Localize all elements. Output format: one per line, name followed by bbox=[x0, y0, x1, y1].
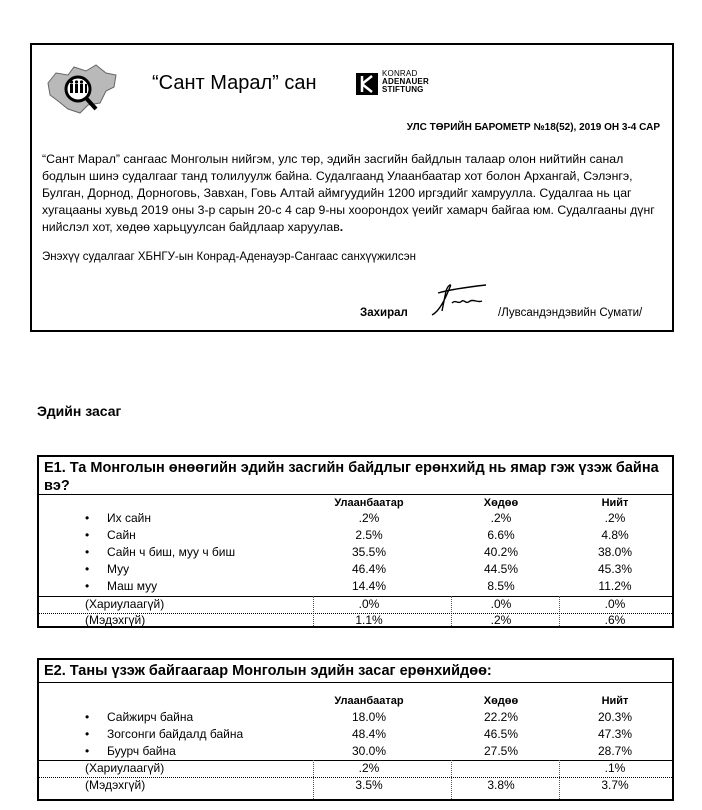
value-ub: 30.0% bbox=[351, 744, 387, 758]
row-bullet: • bbox=[85, 710, 90, 724]
value-total: 45.3% bbox=[597, 562, 633, 576]
value-ub: 46.4% bbox=[351, 562, 387, 576]
value-rural: 3.8% bbox=[487, 778, 515, 792]
row-bullet: • bbox=[85, 528, 90, 542]
value-ub: 48.4% bbox=[351, 727, 387, 741]
row-label: Их сайн bbox=[107, 511, 151, 525]
report-header-box bbox=[30, 43, 674, 332]
row-bullet: • bbox=[85, 562, 90, 576]
col-header-ub: Улаанбаатар bbox=[334, 695, 404, 707]
value-total: .0% bbox=[604, 597, 626, 611]
row-bullet: • bbox=[85, 727, 90, 741]
row-label: Буурч байна bbox=[107, 744, 176, 758]
table-row bbox=[39, 597, 672, 614]
row-label: (Мэдэхгүй) bbox=[85, 778, 146, 792]
kas-logo bbox=[356, 70, 466, 102]
title-divider bbox=[39, 494, 672, 495]
value-ub: .0% bbox=[358, 597, 380, 611]
foundation-name: “Сант Марал” сан bbox=[152, 72, 317, 94]
row-label: Муу bbox=[107, 562, 130, 576]
table-row bbox=[39, 511, 672, 528]
row-label: (Хариулаагүй) bbox=[85, 597, 165, 611]
sponsor-note: Энэхүү судалгааг ХБНГУ-ын Конрад-Аденауэр-Сангаас санхүүжилсэн bbox=[42, 251, 416, 263]
question-e1-title: Е1. Та Монголын өнөөгийн эдийн засгийн байдлыг ерөнхийд нь ямар гэж үзэж байна вэ? bbox=[44, 460, 659, 494]
director-name: /Лувсандэндэвийн Сумати/ bbox=[498, 307, 643, 319]
question-e1-table bbox=[37, 455, 674, 628]
value-total: 38.0% bbox=[597, 545, 633, 559]
barometer-issue: УЛС ТӨРИЙН БАРОМЕТР №18(52), 2019 ОН 3-4 САР bbox=[406, 122, 660, 133]
value-ub: 3.5% bbox=[355, 778, 383, 792]
director-label: Захирал bbox=[360, 307, 408, 319]
table-row bbox=[39, 778, 672, 795]
value-total: 4.8% bbox=[601, 528, 629, 542]
value-total: 11.2% bbox=[598, 579, 632, 593]
kas-logo-mark-icon bbox=[356, 73, 378, 95]
value-rural: .2% bbox=[490, 511, 512, 525]
value-ub: 14.4% bbox=[351, 579, 387, 593]
intro-end: . bbox=[339, 220, 344, 234]
table-row bbox=[39, 613, 672, 630]
row-bullet: • bbox=[85, 545, 90, 559]
col-header-rural: Хөдөө bbox=[483, 497, 519, 509]
kas-line-2: ADENAUER bbox=[382, 77, 429, 86]
value-rural: 27.5% bbox=[483, 744, 519, 758]
value-ub: 2.5% bbox=[355, 528, 383, 542]
row-label: (Мэдэхгүй) bbox=[85, 613, 146, 627]
sant-maral-map-logo-icon bbox=[44, 61, 120, 119]
col-header-rural: Хөдөө bbox=[483, 695, 519, 707]
value-total: .6% bbox=[604, 613, 626, 627]
col-header-total: Нийт bbox=[601, 497, 629, 509]
section-title: Эдийн засаг bbox=[37, 403, 122, 419]
table-row bbox=[39, 761, 672, 778]
value-ub: .2% bbox=[358, 511, 380, 525]
value-ub: 18.0% bbox=[351, 710, 387, 724]
question-e2-table bbox=[37, 658, 674, 801]
row-label: Маш муу bbox=[107, 579, 158, 593]
row-label: Зогсонги байдалд байна bbox=[107, 727, 244, 741]
row-label: Сайжирч байна bbox=[107, 710, 194, 724]
row-bullet: • bbox=[85, 511, 90, 525]
table-row bbox=[39, 579, 672, 596]
table-row bbox=[39, 562, 672, 579]
value-total: 20.3% bbox=[597, 710, 633, 724]
value-rural: .0% bbox=[490, 597, 512, 611]
value-total: 3.7% bbox=[601, 778, 629, 792]
row-label: Сайн bbox=[107, 528, 136, 542]
value-rural: 44.5% bbox=[483, 562, 519, 576]
question-e2-title: Е2. Таны үзэж байгаагаар Монголын эдийн засаг ерөнхийдөө: bbox=[44, 663, 492, 679]
row-label: (Хариулаагүй) bbox=[85, 761, 165, 775]
value-ub: 1.1% bbox=[355, 613, 383, 627]
value-rural: 8.5% bbox=[487, 579, 515, 593]
intro-paragraph bbox=[42, 151, 667, 236]
table-row bbox=[39, 744, 672, 761]
kas-line-3: STIFTUNG bbox=[382, 85, 424, 94]
value-ub: .2% bbox=[358, 761, 380, 775]
title-divider bbox=[39, 682, 672, 683]
value-rural: .2% bbox=[490, 613, 512, 627]
value-total: .2% bbox=[604, 511, 626, 525]
kas-logo-text bbox=[382, 70, 429, 94]
director-signature-icon bbox=[428, 281, 496, 321]
value-rural: 46.5% bbox=[483, 727, 519, 741]
value-rural: 40.2% bbox=[483, 545, 519, 559]
table-row bbox=[39, 545, 672, 562]
row-bullet: • bbox=[85, 744, 90, 758]
kas-line-1: KONRAD bbox=[382, 69, 418, 78]
intro-text: “Сант Марал” сангаас Монголын нийгэм, улс төр, эдийн засгийн байдлын талаар олон нийтийн санал бодлын шинэ судалгааг танд толилуулж байна. Судалгаанд Улаанбаатар хот болон Архангай, Сэлэнгэ, Булган, Дорнод, Дорноговь, Завхан, Говь Алтай аймгуудийн 1200 иргэдийг хамруулла. Судалгаа нь цаг хугацааны хувьд 2019 оны 3-р сарын 20-с 4 сар 9-ны хоорондох үеийг хамарч байгаа юм. Судалгааны дүнг нийслэл хот, хөдөө харьцуулсан байдлаар харуулав bbox=[42, 152, 655, 234]
value-rural: 22.2% bbox=[483, 710, 519, 724]
value-rural: 6.6% bbox=[487, 528, 515, 542]
value-total: 28.7% bbox=[597, 744, 633, 758]
table-row bbox=[39, 727, 672, 744]
value-total: .1% bbox=[604, 761, 626, 775]
value-total: 47.3% bbox=[597, 727, 633, 741]
table-row bbox=[39, 710, 672, 727]
value-ub: 35.5% bbox=[351, 545, 387, 559]
row-label: Сайн ч биш, муу ч биш bbox=[107, 545, 236, 559]
row-bullet: • bbox=[85, 579, 90, 593]
col-header-ub: Улаанбаатар bbox=[334, 497, 404, 509]
col-header-total: Нийт bbox=[601, 695, 629, 707]
table-row bbox=[39, 528, 672, 545]
